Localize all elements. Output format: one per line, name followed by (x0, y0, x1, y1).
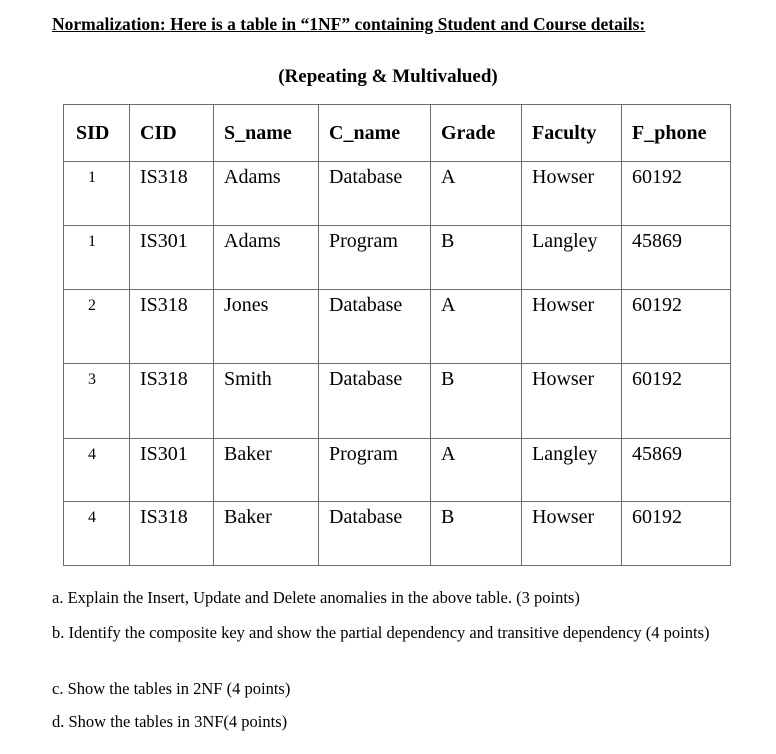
cell-cid: IS318 (130, 364, 214, 439)
question-b: b. Identify the composite key and show the partial dependency and transitive dependency (4 points) (52, 623, 710, 642)
table-row (64, 226, 731, 290)
header-c-name: C_name (319, 105, 431, 162)
question-a: a. Explain the Insert, Update and Delete anomalies in the above table. (3 points) (52, 588, 580, 607)
cell-c-name: Database (319, 162, 431, 226)
table-row (64, 290, 731, 364)
cell-faculty: Langley (522, 439, 622, 502)
table-subtitle: (Repeating & Multivalued) (278, 66, 498, 87)
header-sid: SID (64, 105, 130, 162)
cell-faculty: Howser (522, 364, 622, 439)
cell-sid: 3 (64, 364, 130, 439)
header-f-phone: F_phone (622, 105, 731, 162)
student-course-table (63, 104, 731, 566)
cell-faculty: Howser (522, 162, 622, 226)
question-d: d. Show the tables in 3NF(4 points) (52, 712, 288, 731)
table-row (64, 439, 731, 502)
cell-s-name: Smith (214, 364, 319, 439)
cell-s-name: Adams (214, 226, 319, 290)
cell-cid: IS301 (130, 439, 214, 502)
table-row (64, 162, 731, 226)
cell-grade: A (431, 162, 522, 226)
cell-c-name: Program (319, 226, 431, 290)
header-faculty: Faculty (522, 105, 622, 162)
cell-s-name: Baker (214, 439, 319, 502)
cell-sid: 2 (64, 290, 130, 364)
cell-faculty: Howser (522, 290, 622, 364)
cell-grade: B (431, 364, 522, 439)
cell-c-name: Database (319, 364, 431, 439)
cell-sid: 4 (64, 439, 130, 502)
header-row (64, 105, 731, 162)
cell-f-phone: 60192 (622, 502, 731, 566)
cell-c-name: Database (319, 502, 431, 566)
header-cid: CID (130, 105, 214, 162)
header-grade: Grade (431, 105, 522, 162)
cell-c-name: Database (319, 290, 431, 364)
cell-cid: IS318 (130, 162, 214, 226)
cell-cid: IS301 (130, 226, 214, 290)
cell-sid: 1 (64, 162, 130, 226)
table-row (64, 502, 731, 566)
document-title: Normalization: Here is a table in “1NF” containing Student and Course details: (52, 14, 646, 34)
cell-s-name: Baker (214, 502, 319, 566)
header-s-name: S_name (214, 105, 319, 162)
cell-grade: B (431, 226, 522, 290)
cell-faculty: Langley (522, 226, 622, 290)
cell-f-phone: 60192 (622, 162, 731, 226)
cell-grade: B (431, 502, 522, 566)
cell-s-name: Jones (214, 290, 319, 364)
cell-cid: IS318 (130, 290, 214, 364)
cell-f-phone: 60192 (622, 364, 731, 439)
cell-f-phone: 45869 (622, 226, 731, 290)
question-c: c. Show the tables in 2NF (4 points) (52, 679, 291, 698)
cell-sid: 4 (64, 502, 130, 566)
cell-grade: A (431, 290, 522, 364)
cell-f-phone: 60192 (622, 290, 731, 364)
cell-cid: IS318 (130, 502, 214, 566)
cell-sid: 1 (64, 226, 130, 290)
table-row (64, 364, 731, 439)
cell-s-name: Adams (214, 162, 319, 226)
cell-c-name: Program (319, 439, 431, 502)
cell-faculty: Howser (522, 502, 622, 566)
cell-grade: A (431, 439, 522, 502)
cell-f-phone: 45869 (622, 439, 731, 502)
